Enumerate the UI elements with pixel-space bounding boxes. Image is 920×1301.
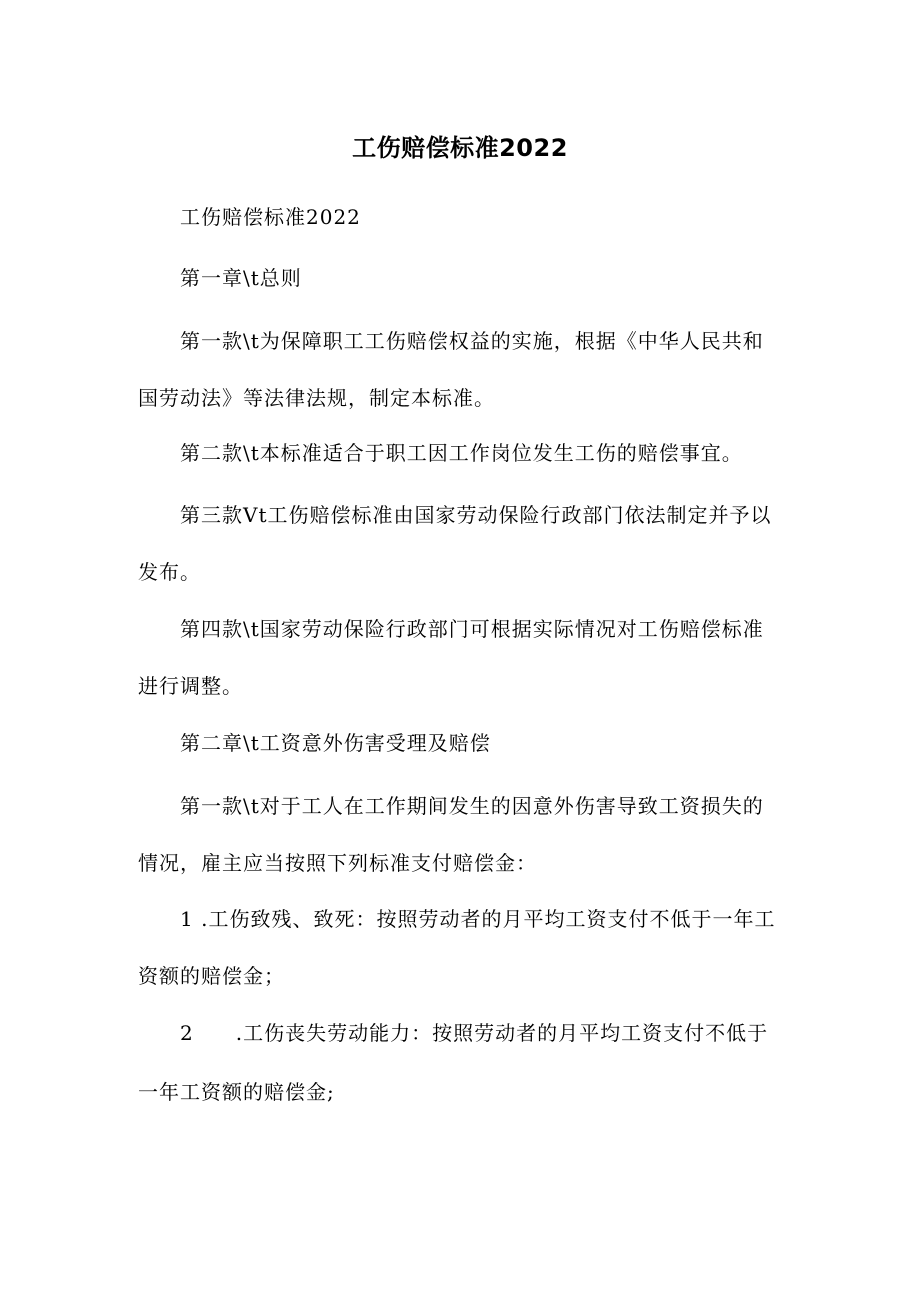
chapter-2-clause-1: 第一款\t对于工人在工作期间发生的因意外伤害导致工资损失的情况，雇主应当按照下列标准支付赔偿金： bbox=[138, 794, 764, 875]
document-title: 工伤赔偿标准2022 bbox=[352, 134, 568, 162]
chapter-2-heading: 第二章\t工资意外伤害受理及赔偿 bbox=[180, 731, 491, 755]
chapter-1-clause-1: 第一款\t为保障职工工伤赔偿权益的实施，根据《中华人民共和国劳动法》等法律法规，制定本标准。 bbox=[138, 329, 764, 410]
list-item-1: 1 .工伤致残、致死：按照劳动者的月平均工资支付不低于一年工资额的赔偿金； bbox=[138, 907, 776, 988]
chapter-1-clause-4: 第四款\t国家劳动保险行政部门可根据实际情况对工伤赔偿标准进行调整。 bbox=[138, 617, 764, 698]
paragraph-heading-repeat: 工伤赔偿标准2022 bbox=[180, 205, 361, 229]
chapter-1-clause-3: 第三款Vt工伤赔偿标准由国家劳动保险行政部门依法制定并予以发布。 bbox=[138, 503, 772, 584]
chapter-1-clause-2: 第二款\t本标准适合于职工因工作岗位发生工伤的赔偿事宜。 bbox=[180, 441, 743, 465]
list-item-2: 2 .工伤丧失劳动能力：按照劳动者的月平均工资支付不低于一年工资额的赔偿金; bbox=[138, 1021, 769, 1104]
chapter-1-heading: 第一章\t总则 bbox=[180, 266, 302, 290]
